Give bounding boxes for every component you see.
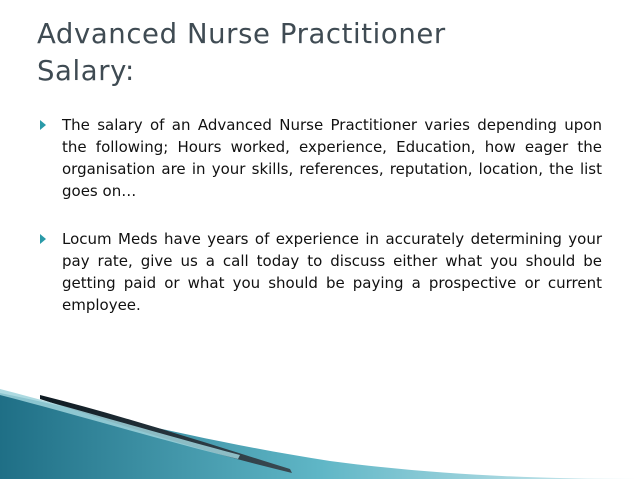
bullet-text-locum-meds: Locum Meds have years of experience in accurately determining your pay rate, give us a call today to discuss either what you should be getting paid or what you should be paying a prospective or current employee. (62, 230, 602, 314)
title-line-1: Advanced Nurse Practitioner (37, 18, 446, 50)
swoosh-teal-band (0, 393, 638, 479)
slide-title (37, 16, 617, 90)
triangle-bullet-icon (40, 234, 46, 244)
bullet-item (40, 228, 602, 316)
title-line-2: Salary: (37, 55, 135, 87)
bullet-list (40, 114, 602, 342)
bullet-item (40, 114, 602, 202)
bullet-text-salary: The salary of an Advanced Nurse Practitioner varies depending upon the following; Hours worked, experience, Education, how eager the organisation are in your skills, references, reputation, location, the list goes on… (62, 116, 602, 200)
decorative-swoosh (0, 389, 638, 479)
triangle-bullet-icon (40, 120, 46, 130)
